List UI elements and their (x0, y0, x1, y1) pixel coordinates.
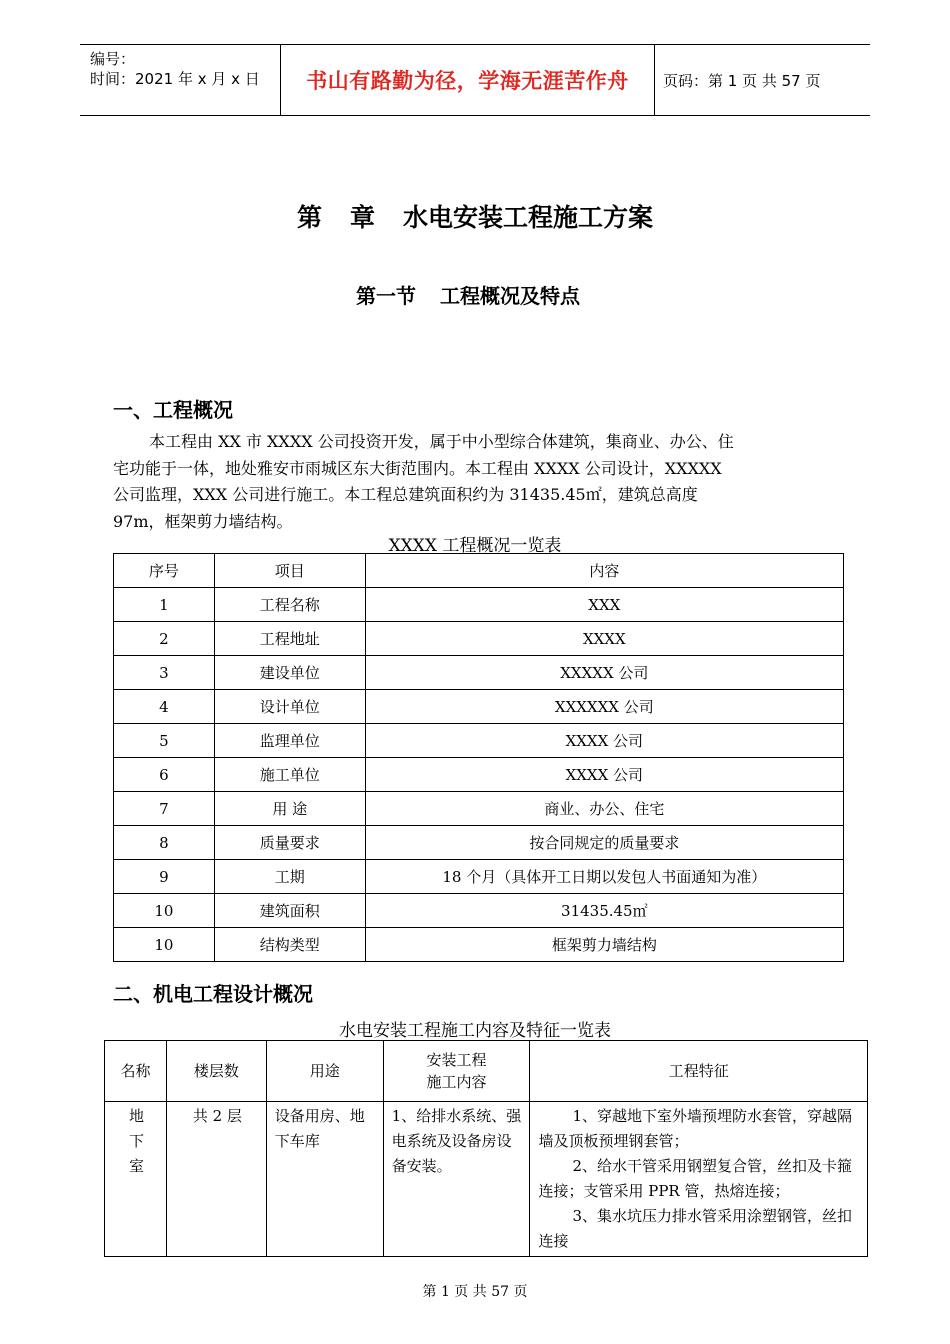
item-cell: 质量要求 (214, 826, 365, 860)
paragraph-line: 公司监理，XXX 公司进行施工。本工程总建筑面积约为 31435.45㎡，建筑总高度 (113, 485, 698, 504)
row-number-cell: 10 (114, 928, 215, 962)
section-title-part-b: 工程概况及特点 (440, 284, 580, 308)
feature-item: 1、穿越地下室外墙预埋防水套管，穿越隔墙及顶板预埋钢套管； (538, 1107, 852, 1150)
table-row (114, 928, 844, 962)
item-cell: 建设单位 (214, 656, 365, 690)
table-row (114, 894, 844, 928)
paragraph-line: 本工程由 XX 市 XXXX 公司投资开发，属于中小型综合体建筑，集商业、办公、住 (149, 432, 734, 451)
project-overview-table (113, 553, 844, 962)
table-header-row (105, 1041, 868, 1102)
chapter-title-part-c: 水电安装工程施工方案 (403, 203, 654, 232)
section-title-part-a: 第一节 (356, 284, 416, 308)
header-cell: 项目 (214, 554, 365, 588)
row-number-cell: 8 (114, 826, 215, 860)
item-cell: 工期 (214, 860, 365, 894)
table-header-row (114, 554, 844, 588)
features-cell (530, 1102, 868, 1257)
row-number-cell: 4 (114, 690, 215, 724)
header-line: 施工内容 (426, 1073, 487, 1091)
section-title (0, 280, 936, 309)
content-cell: 31435.45㎡ (365, 894, 843, 928)
content-cell: 按合同规定的质量要求 (365, 826, 843, 860)
chapter-title-part-a: 第 (296, 203, 322, 232)
page-header (80, 44, 870, 116)
item-cell: 监理单位 (214, 724, 365, 758)
table-row (114, 690, 844, 724)
content-cell: 商业、办公、住宅 (365, 792, 843, 826)
floors-cell: 共 2 层 (166, 1102, 266, 1257)
installation-features-table (104, 1040, 868, 1257)
content-cell: 18 个月（具体开工日期以发包人书面通知为准） (365, 860, 843, 894)
item-cell: 施工单位 (214, 758, 365, 792)
document-number-label: 编号： (90, 50, 136, 68)
feature-item: 3、集水坑压力排水管采用涂塑钢管，丝扣连接 (538, 1207, 852, 1250)
table-row (114, 656, 844, 690)
table-row (114, 622, 844, 656)
section-1-paragraph (113, 429, 829, 535)
content-cell: XXXXX 公司 (365, 656, 843, 690)
item-cell: 工程地址 (214, 622, 365, 656)
item-cell: 结构类型 (214, 928, 365, 962)
row-number-cell: 1 (114, 588, 215, 622)
section-1-heading: 一、工程概况 (113, 398, 233, 422)
header-cell: 序号 (114, 554, 215, 588)
table-row (114, 860, 844, 894)
table-row (114, 792, 844, 826)
content-cell: 1、给排水系统、强电系统及设备房设备安装。 (383, 1102, 530, 1257)
chapter-title-part-b: 章 (349, 203, 375, 232)
name-char: 地 (128, 1107, 144, 1125)
paragraph-line: 97m，框架剪力墙结构。 (113, 511, 293, 531)
page-footer: 第 1 页 共 57 页 (422, 1284, 528, 1300)
section-2-heading: 二、机电工程设计概况 (113, 982, 313, 1006)
content-cell: XXXX 公司 (365, 758, 843, 792)
row-number-cell: 9 (114, 860, 215, 894)
table-row (105, 1102, 868, 1257)
row-number-cell: 2 (114, 622, 215, 656)
name-char: 室 (128, 1157, 144, 1175)
table-row (114, 588, 844, 622)
header-meta (80, 45, 281, 115)
header-cell: 工程特征 (530, 1041, 868, 1102)
table-row (114, 724, 844, 758)
header-page-info: 页码：第 1 页 共 57 页 (663, 71, 821, 90)
header-cell: 内容 (365, 554, 843, 588)
row-number-cell: 7 (114, 792, 215, 826)
table-row (114, 758, 844, 792)
paragraph-line: 宅功能于一体，地处雅安市雨城区东大街范围内。本工程由 XXXX 公司设计，XXXXX (113, 458, 722, 478)
item-cell: 工程名称 (214, 588, 365, 622)
chapter-title (0, 198, 950, 234)
item-cell: 建筑面积 (214, 894, 365, 928)
name-cell (105, 1102, 167, 1257)
item-cell: 设计单位 (214, 690, 365, 724)
table-2-caption: 水电安装工程施工内容及特征一览表 (339, 1021, 611, 1041)
name-char: 下 (128, 1132, 144, 1150)
header-cell: 名称 (105, 1041, 167, 1102)
header-cell: 用途 (266, 1041, 383, 1102)
row-number-cell: 6 (114, 758, 215, 792)
header-line: 安装工程 (426, 1051, 487, 1069)
content-cell: 框架剪力墙结构 (365, 928, 843, 962)
row-number-cell: 10 (114, 894, 215, 928)
content-cell: XXXX 公司 (365, 724, 843, 758)
feature-item: 2、给水干管采用钢塑复合管，丝扣及卡箍连接；支管采用 PPR 管，热熔连接； (538, 1157, 852, 1200)
row-number-cell: 5 (114, 724, 215, 758)
item-cell: 用 途 (214, 792, 365, 826)
document-time-label: 时间：2021 年 x 月 x 日 (90, 70, 260, 88)
row-number-cell: 3 (114, 656, 215, 690)
header-cell (383, 1041, 530, 1102)
use-cell: 设备用房、地下车库 (266, 1102, 383, 1257)
content-cell: XXX (365, 588, 843, 622)
header-cell: 楼层数 (166, 1041, 266, 1102)
table-1-caption: XXXX 工程概况一览表 (388, 536, 562, 556)
content-cell: XXXX (365, 622, 843, 656)
content-cell: XXXXXX 公司 (365, 690, 843, 724)
table-row (114, 826, 844, 860)
header-motto: 书山有路勤为径，学海无涯苦作舟 (281, 45, 655, 115)
